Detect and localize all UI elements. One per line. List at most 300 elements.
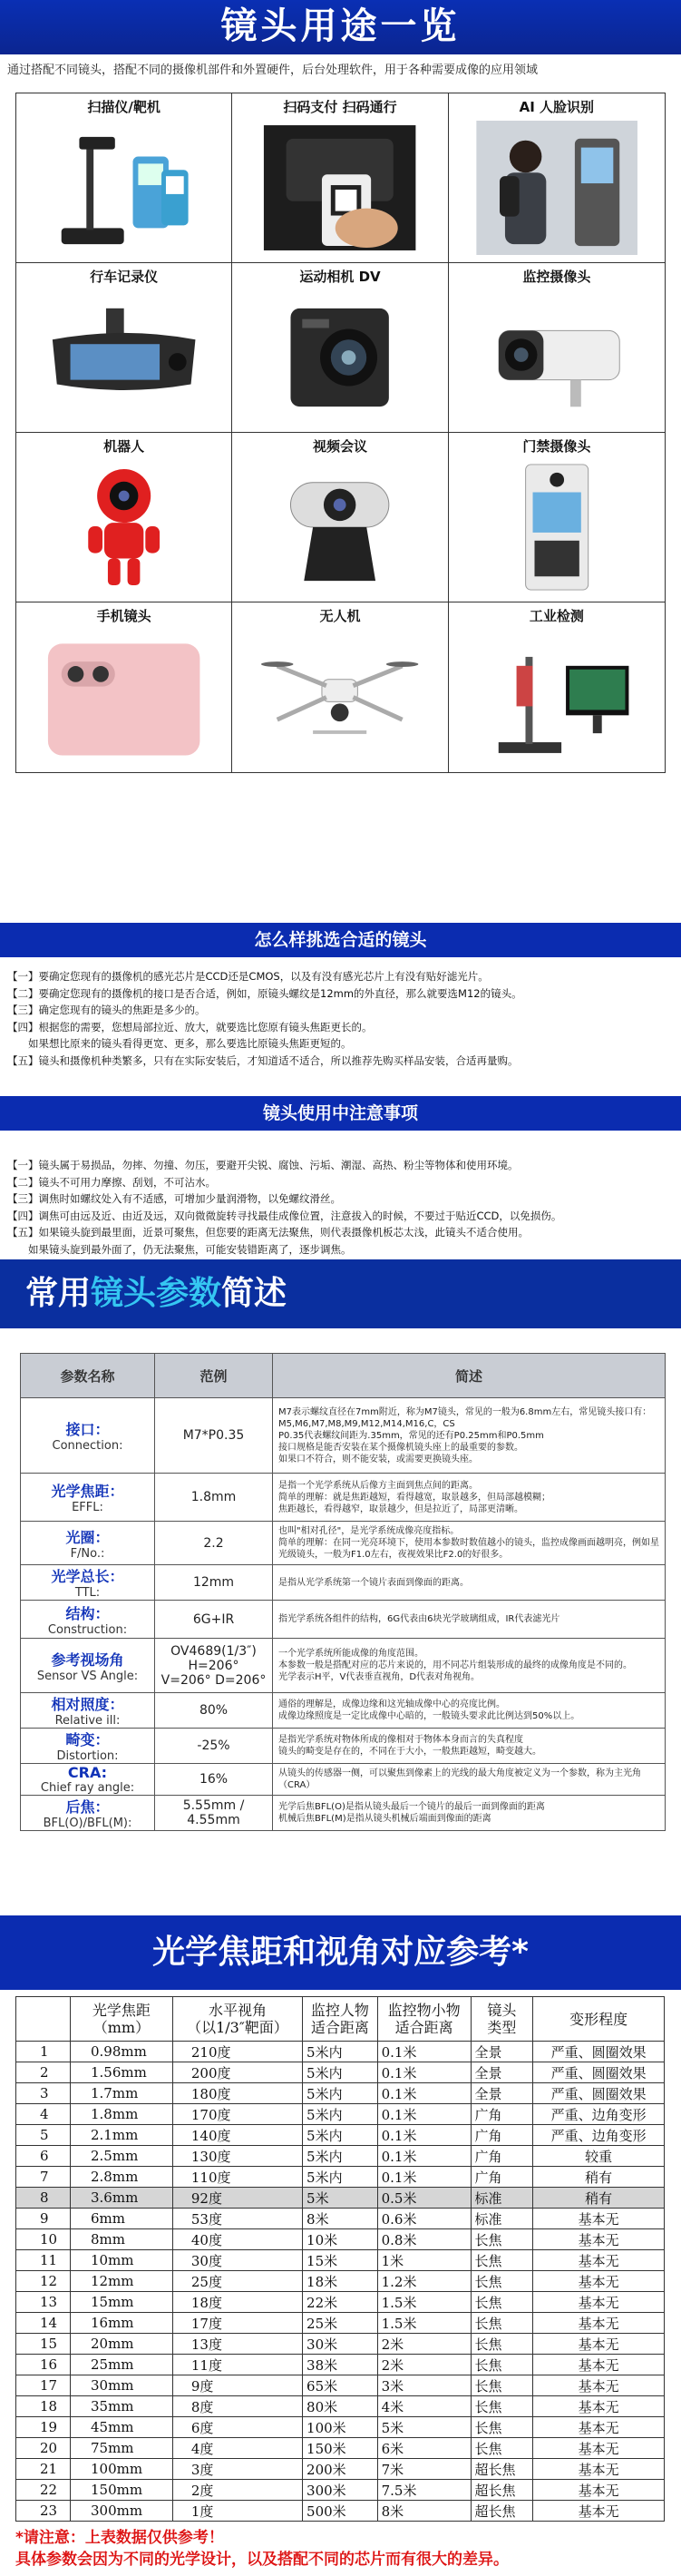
focal-cell: 广角 [471,2104,533,2125]
focal-row [16,2271,665,2292]
focal-cell: 长焦 [471,2334,533,2355]
focal-cell: 7 [16,2167,71,2188]
tip-line: 【五】如果镜头旋到最里面，近景可聚焦，但您要的距离无法聚焦，则代表摄像机板芯太浅，此镜头不适合使用。 [7,1226,529,1239]
focal-cell: 标准 [471,2188,533,2209]
focal-cell: 130度 [172,2146,302,2167]
focal-cell: 10米 [303,2229,378,2250]
focal-cell: 12mm [71,2271,173,2292]
focal-column-header: 监控物小物 适合距离 [377,1997,471,2042]
focal-cell: 0.6米 [377,2209,471,2229]
param-name-cn: 相对照度： [51,1696,124,1713]
focal-cell: 30度 [172,2250,302,2271]
industrial-illustration [476,630,637,765]
param-name [21,1693,155,1729]
focal-cell: 全景 [471,2083,533,2104]
focal-cell: 长焦 [471,2355,533,2375]
focal-cell: 长焦 [471,2292,533,2313]
param-description: 也叫"相对孔径"，是光学系统成像亮度指标。 简单的理解：在同一光亮环境下，使用本参数时数值越小的镜头，监控成像画面越明亮，例如星光级镜头，一般为F1.0左右，夜视效果比F2.0的好很多。 [273,1522,666,1565]
tip-line: 如果镜头旋到最外面了，仍无法聚焦，可能安装错距离了，逐步调焦。 [7,1242,352,1256]
focal-cell: 4度 [172,2438,302,2459]
param-example: 1.8mm [155,1474,273,1522]
focal-cell: 0.1米 [377,2104,471,2125]
focal-cell: 300米 [303,2480,378,2501]
focal-cell: 150mm [71,2480,173,2501]
param-description: 指光学系统各组件的结构，6G代表由6块光学玻璃组成，IR代表滤光片 [273,1601,666,1639]
focal-row [16,2250,665,2271]
selection-header: 怎么样挑选合适的镜头 [0,923,681,957]
focal-cell: 超长焦 [471,2501,533,2522]
focal-column-header [16,1997,71,2042]
focal-cell: 3米 [377,2375,471,2396]
param-description: 是指一个光学系统从后像方主面到焦点间的距离。 简单的理解：就是焦距越短，看得越宽，取景越多，但局部越模糊； 焦距越长，看得越窄，取景越少，但是拉近了，局部更清晰。 [273,1474,666,1522]
focal-cell: 8米 [377,2501,471,2522]
params-row [21,1474,666,1522]
app-label: 视频会议 [312,438,367,455]
focal-cell: 17度 [172,2313,302,2334]
focal-cell: 长焦 [471,2313,533,2334]
focal-cell: 30mm [71,2375,173,2396]
focal-row [16,2083,665,2104]
applications-title: 镜头用途一览 [220,5,461,47]
focal-cell: 2米 [377,2355,471,2375]
params-row [21,1565,666,1601]
param-name [21,1398,155,1474]
focal-row [16,2188,665,2209]
focal-cell: 长焦 [471,2271,533,2292]
focal-row [16,2146,665,2167]
applications-grid [15,93,666,773]
param-name-en: Connection: [52,1439,123,1453]
params-title-prefix: 常用 [25,1275,92,1312]
focal-cell: 2度 [172,2480,302,2501]
focal-cell: 基本无 [533,2271,665,2292]
tip-line: 【一】镜头属于易损品，勿摔、勿撞、勿压，要避开尖锐、腐蚀、污垢、潮湿、高热、粉尘等物体和使用环境。 [7,1159,519,1171]
param-name [21,1601,155,1639]
focal-column-header: 变形程度 [533,1997,665,2042]
focal-row [16,2355,665,2375]
param-description: 通俗的理解是，成像边缘和这光轴成像中心的亮度比例。 成像边缘照度是一定比成像中心暗的，一般镜头要求此比例达到50%以上。 [273,1693,666,1729]
focal-cell: 6米 [377,2438,471,2459]
focal-cell: 10 [16,2229,71,2250]
focal-cell: 16 [16,2355,71,2375]
param-name [21,1639,155,1693]
focal-cell: 0.1米 [377,2042,471,2062]
focal-cell: 0.98mm [71,2042,173,2062]
focal-cell: 1 [16,2042,71,2062]
focal-cell: 全景 [471,2042,533,2062]
params-header-desc: 简述 [273,1354,666,1398]
param-description: 光学后焦BFL(O)是指从镜头最后一个镜片的最后一面到像面的距离 机械后焦BFL(M)是指从镜头机械后端面到像面的距离 [273,1796,666,1831]
focal-cell: 80米 [303,2396,378,2417]
focal-cell: 6度 [172,2417,302,2438]
param-name-en: BFL(O)/BFL(M): [43,1817,132,1830]
focal-cell: 严重、圆圈效果 [533,2042,665,2062]
focal-cell: 5米 [303,2188,378,2209]
param-description: 从镜头的传感器一侧，可以聚焦到像素上的光线的最大角度被定义为一个参数，称为主光角（CRA） [273,1764,666,1796]
focal-cell: 1度 [172,2501,302,2522]
params-title-highlight: 镜头参数 [91,1275,222,1312]
dashcam-illustration [44,290,204,425]
focal-cell: 18 [16,2396,71,2417]
focal-cell: 1.2米 [377,2271,471,2292]
tip-line: 【三】确定您现有的镜头的焦距是多少的。 [7,1004,206,1016]
focal-cell: 25mm [71,2355,173,2375]
focal-cell: 0.8米 [377,2229,471,2250]
focal-row [16,2292,665,2313]
applications-header [0,0,681,54]
app-cell-security-cam [449,263,665,433]
focal-cell: 广角 [471,2167,533,2188]
param-example: 16% [155,1764,273,1796]
app-cell-scan-pay [232,93,448,263]
focal-cell: 基本无 [533,2209,665,2229]
app-cell-phone-lens [16,602,232,772]
tip-line: 【二】要确定您现有的摄像机的接口是否合适，例如，原镜头螺纹是12mm的外直径，那么就要选M12的镜头。 [7,986,522,1000]
app-cell-face-ai [449,93,665,263]
security-cam-illustration [476,290,637,425]
focal-row [16,2313,665,2334]
param-name-en: F/No.: [70,1546,105,1561]
focal-note-2: 具体参数会因为不同的光学设计，以及搭配不同的芯片而有很大的差异。 [15,2551,509,2569]
focal-cell: 基本无 [533,2375,665,2396]
focal-row [16,2062,665,2083]
param-name [21,1796,155,1831]
focal-cell: 300mm [71,2501,173,2522]
focal-cell: 7米 [377,2459,471,2480]
focal-note-1: *请注意：上表数据仅供参考！ [15,2529,224,2547]
param-name-en: Relative ill: [54,1714,121,1728]
focal-cell: 长焦 [471,2250,533,2271]
app-cell-industrial [449,602,665,772]
focal-cell: 广角 [471,2146,533,2167]
tip-line: 【二】镜头不可用力摩擦、刮划，不可沾水。 [7,1175,216,1189]
param-name-cn: 光学焦距： [51,1483,124,1500]
app-cell-door-cam [449,433,665,602]
param-example: 12mm [155,1565,273,1601]
focal-cell: 500米 [303,2501,378,2522]
focal-cell: 基本无 [533,2250,665,2271]
param-example: M7*P0.35 [155,1398,273,1474]
param-name-en: EFFL: [72,1501,103,1514]
app-cell-robot [16,433,232,602]
usage-tips [7,1157,674,1258]
param-name [21,1474,155,1522]
params-title-suffix: 简述 [221,1275,287,1312]
params-row [21,1522,666,1565]
param-name-cn: 参考视场角 [51,1650,124,1669]
app-cell-scanner [16,93,232,263]
focal-cell: 18度 [172,2292,302,2313]
drone-illustration [259,630,420,765]
focal-cell: 3.6mm [71,2188,173,2209]
focal-cell: 严重、边角变形 [533,2104,665,2125]
focal-cell: 15米 [303,2250,378,2271]
app-label: 扫描仪/靶机 [87,99,161,115]
param-name-cn: 后焦： [65,1798,110,1816]
focal-cell: 1.5米 [377,2292,471,2313]
focal-cell: 9 [16,2209,71,2229]
focal-cell: 65米 [303,2375,378,2396]
focal-cell: 150米 [303,2438,378,2459]
focal-cell: 0.1米 [377,2062,471,2083]
app-label: 行车记录仪 [90,269,159,285]
param-example: 80% [155,1693,273,1729]
focal-cell: 8度 [172,2396,302,2417]
focal-cell: 稍有 [533,2188,665,2209]
app-cell-drone [232,602,448,772]
param-example: 2.2 [155,1522,273,1565]
focal-column-header: 监控人物 适合距离 [303,1997,378,2042]
focal-cell: 16mm [71,2313,173,2334]
focal-cell: 35mm [71,2396,173,2417]
focal-cell: 13度 [172,2334,302,2355]
app-label: AI 人脸识别 [519,99,595,115]
usage-header: 镜头使用中注意事项 [0,1096,681,1131]
focal-cell: 4 [16,2104,71,2125]
focal-cell: 10mm [71,2250,173,2271]
focal-cell: 2.8mm [71,2167,173,2188]
param-name [21,1565,155,1601]
app-label: 无人机 [319,608,361,624]
app-label: 工业检测 [529,608,584,624]
app-label: 机器人 [103,438,145,455]
focal-cell: 基本无 [533,2229,665,2250]
param-name-cn: 结构： [65,1604,110,1622]
focal-cell: 6mm [71,2209,173,2229]
focal-cell: 19 [16,2417,71,2438]
focal-cell: 5米内 [303,2042,378,2062]
focal-cell: 0.1米 [377,2146,471,2167]
focal-cell: 15mm [71,2292,173,2313]
focal-cell: 8米 [303,2209,378,2229]
focal-cell: 7.5米 [377,2480,471,2501]
params-row [21,1639,666,1693]
focal-cell: 基本无 [533,2313,665,2334]
focal-cell: 基本无 [533,2396,665,2417]
focal-cell: 标准 [471,2209,533,2229]
focal-cell: 0.1米 [377,2167,471,2188]
focal-cell: 21 [16,2459,71,2480]
param-name-cn: 接口： [65,1421,110,1438]
focal-cell: 基本无 [533,2501,665,2522]
focal-cell: 25米 [303,2313,378,2334]
focal-cell: 长焦 [471,2375,533,2396]
focal-cell: 9度 [172,2375,302,2396]
focal-cell: 0.1米 [377,2125,471,2146]
focal-header-row [16,1997,665,2042]
focal-cell: 20 [16,2438,71,2459]
focal-cell: 18米 [303,2271,378,2292]
param-name-cn: 畸变： [65,1731,110,1748]
focal-cell: 23 [16,2501,71,2522]
focal-row [16,2396,665,2417]
focal-cell: 75mm [71,2438,173,2459]
app-cell-action-cam [232,263,448,433]
param-name-cn: CRA: [67,1764,108,1781]
focal-column-header: 光学焦距 （mm） [71,1997,173,2042]
focal-cell: 3度 [172,2459,302,2480]
focal-cell: 2 [16,2062,71,2083]
params-row [21,1601,666,1639]
param-name-cn: 光圈： [65,1528,110,1546]
focal-cell: 8mm [71,2229,173,2250]
focal-cell: 110度 [172,2167,302,2188]
param-name-en: Sensor VS Angle: [36,1669,139,1683]
params-row [21,1398,666,1474]
tip-line: 【一】要确定您现有的摄像机的感光芯片是CCD还是CMOS，以及有没有感光芯片上有没有贴好滤光片。 [7,970,489,983]
scan-pay-illustration [259,121,420,255]
params-row [21,1693,666,1729]
focal-cell: 较重 [533,2146,665,2167]
param-name-en: Construction: [47,1622,128,1637]
focal-row [16,2334,665,2355]
param-description: 是指光学系统对物体所成的像相对于物体本身而言的失真程度 镜头的畸变是存在的，不同在于大小，一般焦距越短，畸变越大。 [273,1729,666,1764]
focal-cell: 0.5米 [377,2188,471,2209]
param-description: 是指从光学系统第一个镜片表面到像面的距离。 [273,1565,666,1601]
param-name-cn: 光学总长： [51,1568,124,1585]
app-label: 监控摄像头 [522,269,591,285]
focal-cell: 稍有 [533,2167,665,2188]
params-row [21,1729,666,1764]
focal-cell: 1.8mm [71,2104,173,2125]
scanner-illustration [44,121,204,255]
phone-lens-illustration [44,630,204,765]
focal-cell: 25度 [172,2271,302,2292]
focal-cell: 基本无 [533,2438,665,2459]
door-cam-illustration [476,460,637,594]
robot-illustration [44,460,204,594]
focal-cell: 180度 [172,2083,302,2104]
param-example: 5.55mm / 4.55mm [155,1796,273,1831]
params-header [0,1259,681,1328]
focal-row [16,2229,665,2250]
focal-column-header: 水平视角 （以1/3″靶面） [172,1997,302,2042]
params-header-name: 参数名称 [21,1354,155,1398]
focal-cell: 14 [16,2313,71,2334]
focal-cell: 2.5mm [71,2146,173,2167]
focal-cell: 长焦 [471,2396,533,2417]
focal-cell: 22米 [303,2292,378,2313]
focal-cell: 13 [16,2292,71,2313]
param-description: 一个光学系统所能成像的角度范围。 本参数一般是搭配对应的芯片来说的，用不同芯片组装形成的最终的成像角度是不同的。 光学表示H平，V代表垂直视角，D代表对角视角。 [273,1639,666,1693]
focal-cell: 200米 [303,2459,378,2480]
focal-cell: 5米内 [303,2146,378,2167]
focal-cell: 严重、圆圈效果 [533,2062,665,2083]
focal-row [16,2104,665,2125]
param-name [21,1729,155,1764]
focal-cell: 6 [16,2146,71,2167]
focal-cell: 11 [16,2250,71,2271]
focal-cell: 2.1mm [71,2125,173,2146]
focal-cell: 22 [16,2480,71,2501]
focal-cell: 100米 [303,2417,378,2438]
focal-cell: 1.5米 [377,2313,471,2334]
focal-cell: 15 [16,2334,71,2355]
focal-cell: 5米内 [303,2167,378,2188]
focal-cell: 基本无 [533,2459,665,2480]
focal-cell: 40度 [172,2229,302,2250]
app-cell-dashcam [16,263,232,433]
focal-row [16,2417,665,2438]
focal-row [16,2375,665,2396]
focal-cell: 长焦 [471,2417,533,2438]
focal-cell: 0.1米 [377,2083,471,2104]
focal-row [16,2209,665,2229]
selection-tips [7,968,674,1069]
focal-cell: 严重、圆圈效果 [533,2083,665,2104]
focal-cell: 5米内 [303,2083,378,2104]
focal-table [15,1996,665,2522]
focal-cell: 超长焦 [471,2480,533,2501]
face-ai-illustration [476,121,637,255]
app-cell-video-conference [232,433,448,602]
focal-cell: 1米 [377,2250,471,2271]
focal-row [16,2042,665,2062]
focal-cell: 5米内 [303,2104,378,2125]
tip-line: 【三】调焦时如螺纹处入有不适感，可增加少量润滑物，以免螺纹滑丝。 [7,1192,341,1205]
params-row [21,1796,666,1831]
param-example: -25% [155,1729,273,1764]
focal-cell: 5米 [377,2417,471,2438]
focal-row [16,2501,665,2522]
focal-column-header: 镜头 类型 [471,1997,533,2042]
video-conference-illustration [259,460,420,594]
app-label: 扫码支付 扫码通行 [283,99,397,115]
tip-line: 【四】根据您的需要，您想局部拉近、放大，就要选比您原有镜头焦距更长的。 [7,1020,373,1033]
app-label: 手机镜头 [96,608,151,624]
params-row [21,1764,666,1796]
param-name [21,1764,155,1796]
focal-cell: 140度 [172,2125,302,2146]
focal-cell: 1.7mm [71,2083,173,2104]
param-name-en: TTL: [74,1586,101,1600]
param-name-en: Chief ray angle: [40,1781,135,1795]
param-example: OV4689(1/3″) H=206° V=206° D=206° [155,1639,273,1693]
focal-cell: 8 [16,2188,71,2209]
focal-row [16,2459,665,2480]
focal-cell: 12 [16,2271,71,2292]
focal-cell: 长焦 [471,2229,533,2250]
focal-cell: 严重、边角变形 [533,2125,665,2146]
focal-cell: 100mm [71,2459,173,2480]
focal-cell: 5米内 [303,2125,378,2146]
focal-cell: 1.56mm [71,2062,173,2083]
focal-cell: 200度 [172,2062,302,2083]
focal-row [16,2480,665,2501]
focal-cell: 210度 [172,2042,302,2062]
focal-cell: 基本无 [533,2355,665,2375]
tip-line: 【五】镜头和摄像机种类繁多，只有在实际安装后，才知道适不适合，所以推荐先购买样品安装，合适再量购。 [7,1053,519,1067]
focal-row [16,2125,665,2146]
focal-header: 光学焦距和视角对应参考* [0,1915,681,1990]
params-header-example: 范例 [155,1354,273,1398]
focal-cell: 超长焦 [471,2459,533,2480]
focal-row [16,2438,665,2459]
tip-line: 【四】调焦可由远及近、由近及远，双向微微旋转寻找最佳成像位置，注意拔入的时候，不要过于贴近CCD，以免损伤。 [7,1209,562,1222]
param-example: 6G+IR [155,1601,273,1639]
focal-cell: 17 [16,2375,71,2396]
focal-cell: 基本无 [533,2480,665,2501]
focal-cell: 基本无 [533,2292,665,2313]
focal-cell: 全景 [471,2062,533,2083]
focal-cell: 11度 [172,2355,302,2375]
focal-cell: 5米内 [303,2062,378,2083]
focal-cell: 30米 [303,2334,378,2355]
app-label: 运动相机 DV [299,269,381,285]
focal-cell: 45mm [71,2417,173,2438]
tip-line: 如果想比原来的镜头看得更宽、更多，那么要选比原镜头焦距更短的。 [7,1037,352,1050]
applications-subtitle: 通过搭配不同镜头，搭配不同的摄像机部件和外置硬件，后台处理软件，用于各种需要成像的应用领域 [7,64,539,77]
